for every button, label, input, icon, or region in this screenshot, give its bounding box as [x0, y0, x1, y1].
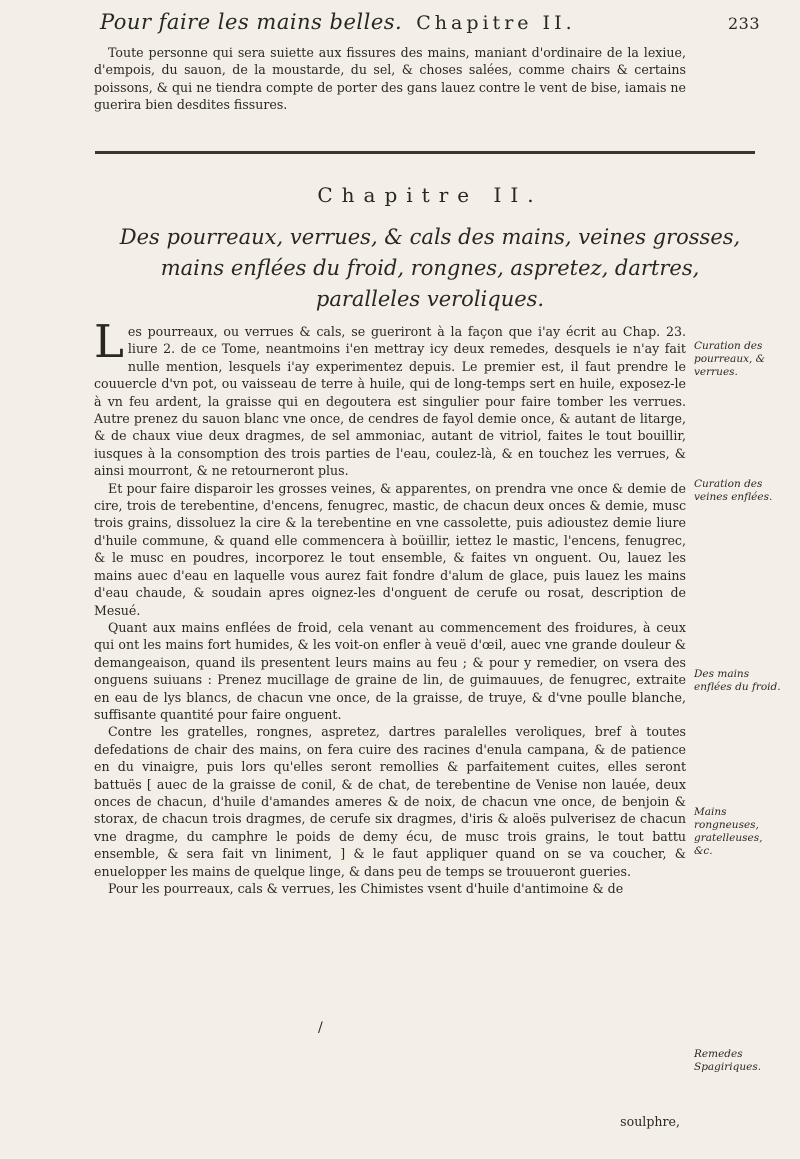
intro-paragraph: Toute personne qui sera suiette aux fissures des mains, maniant d'ordinaire de la lexiue, d'empois, du sauon, de la moustarde, du sel, & choses salées, comme chairs & certains poissons, & qui ne tiendra compte de porter des gans lauez contre le vent de bise, iamais ne guerira bien desdites fissures.	[94, 45, 686, 113]
drop-cap: L	[94, 315, 124, 368]
chapter-subtitle	[100, 222, 760, 315]
body-paragraph: Contre les gratelles, rongnes, aspretez, dartres paralelles veroliques, bref à toutes defedations de chair des mains, on fera cuire des racines d'enula campana, & de patience en du vinaigre, puis lors qu'elles seront remollies & parfaitement cuites, elles seront battuës [ auec de la graisse de conil, & de chat, de terebentine de Venise non lauée, deux onces de chacun, d'huile d'amandes ameres & de noix, de chacun vne once, de benjoin & storax, de chacun trois dragmes, de cerufe six dragmes, d'iris & aloës pulverisez de chacun vne dragme, du camphre le poids de demy écu, de musc trois grains, le tout battu ensemble, & sera fait vn liniment, ] & le faut appliquer quand on se va coucher, & enuelopper les mains de quelque linge, & dans peu de temps se trouueront gueries.	[94, 724, 686, 879]
subtitle-line: paralleles veroliques.	[315, 287, 545, 311]
section-rule	[95, 151, 755, 154]
margin-note: Curation des veines enflées.	[694, 478, 773, 503]
body-text	[94, 315, 686, 897]
running-chapter: Chapitre II.	[416, 12, 576, 34]
chapter-heading: Chapitre II.	[317, 183, 543, 207]
stray-mark: /	[318, 1020, 323, 1036]
intro-paragraph-block	[94, 44, 686, 114]
body-paragraph: Et pour faire disparoir les grosses veines, & apparentes, on prendra vne once & demie de cire, trois de terebentine, d'encens, fenugrec, mastic, de chacun deux onces & demie, musc trois grains, dissoluez la cire & la terebentine en vne cassolette, puis adioustez demie liure d'huile commune, & quand elle commencera à boüillir, iettez le mastic, l'encens, fenugrec, & le musc en poudres, incorporez le tout ensemble, & faites vn onguent. Ou, lauez les mains auec d'eau en laquelle vous aurez fait fondre d'alum de glace, puis lauez les mains d'eau chaude, & soudain apres oignez-les d'onguent de cerufe ou rosat, description de Mesué.	[94, 480, 686, 618]
running-title: Pour faire les mains belles.	[100, 10, 403, 34]
margin-note: Curation des pourreaux, & verrues.	[694, 340, 766, 378]
margin-note: Remedes Spagiriques.	[694, 1048, 762, 1073]
subtitle-line: mains enflées du froid, rongnes, aspretez, dartres,	[160, 256, 700, 280]
margin-note: Des mains enflées du froid.	[694, 668, 781, 693]
subtitle-line: Des pourreaux, verrues, & cals des mains, veines grosses,	[119, 225, 741, 249]
catchword: soulphre,	[620, 1114, 680, 1129]
running-head	[100, 10, 760, 34]
body-paragraph	[94, 315, 686, 480]
body-paragraph: Quant aux mains enflées de froid, cela venant au commencement des froidures, à ceux qui ont les mains fort humides, & les voit-on enfler à veuë d'œil, auec vne grande douleur & demangeaison, quand ils presentent leurs mains au feu ; & pour y remedier, on vsera des onguens suiuans : Prenez mucillage de graine de lin, de guimauues, de fenugrec, extraite en eau de lys blancs, de chacun vne once, de la graisse, de truye, & d'vne poulle blanche, suffisante quantité pour faire onguent.	[94, 619, 686, 722]
paragraph-text: es pourreaux, ou verrues & cals, se gueriront à la façon que i'ay écrit au Chap. 23. liure 2. de ce Tome, neantmoins i'en mettray icy deux remedes, desquels ie n'ay fait nulle mention, lesquels i'ay experimentez depuis. Le premier est, il faut prendre le couuercle d'vn pot, ou vaisseau de terre à huile, qui de long-temps sert en huile, exposez-le à vn feu ardent, la graisse qui en degoutera est singulier pour faire tomber les verrues. Autre prenez du sauon blanc vne once, de cendres de fayol demie once, & autant de litarge, & de chaux viue deux dragmes, de sel ammoniac, autant de vitriol, faites le tout bouillir, iusques à la consomption des trois parties de l'eau, coulez-là, & en touchez les verrues, & ainsi mourront, & ne retourneront plus.	[94, 324, 686, 479]
margin-note: Mains rongneuses, gratelleuses, &c.	[694, 806, 763, 857]
body-paragraph: Pour les pourreaux, cals & verrues, les Chimistes vsent d'huile d'antimoine & de	[108, 881, 624, 896]
page-number: 233	[727, 14, 760, 33]
